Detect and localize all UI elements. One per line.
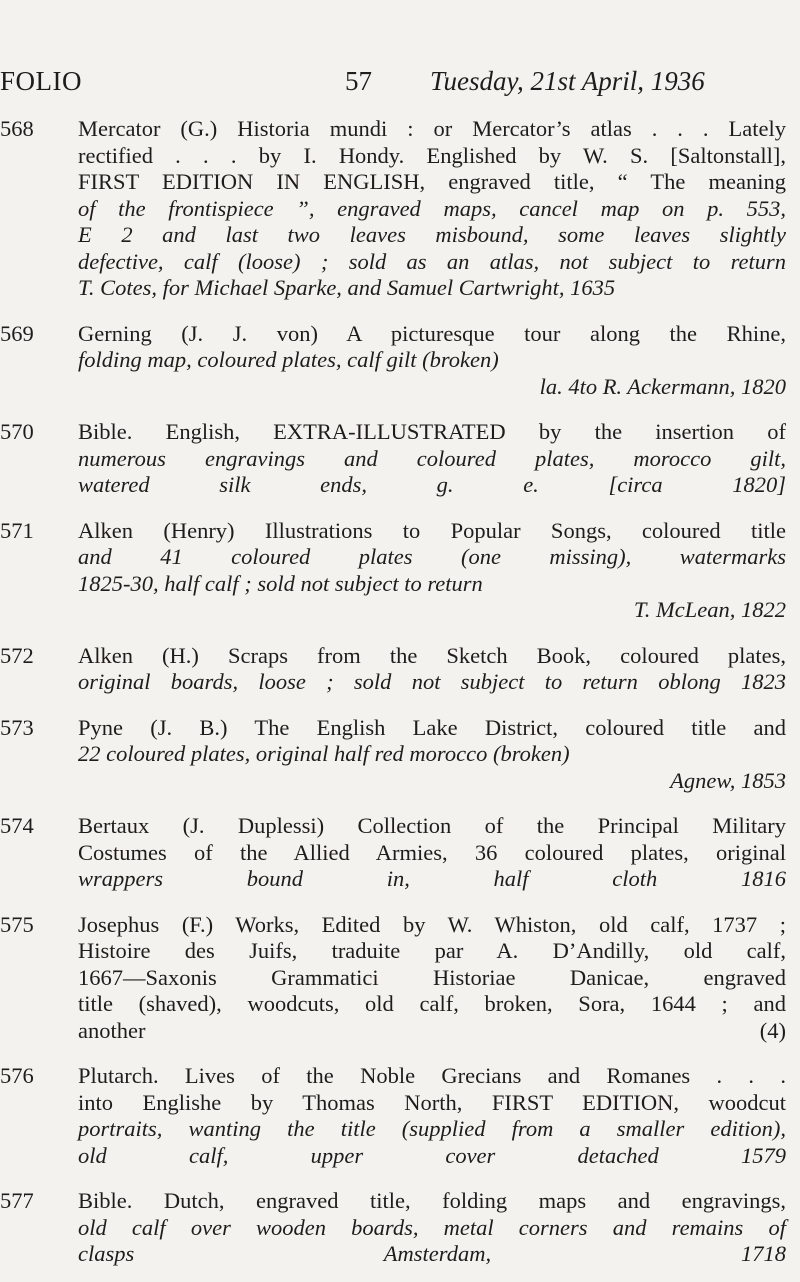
page-header [0,66,800,106]
entry-line: T. McLean, 1822 [633,597,786,622]
entry-line: Alken (Henry) Illustrations to Popular Songs, coloured title [78,517,786,543]
entry-line: another (4) [78,1017,786,1043]
lot-number: 577 [0,1188,34,1213]
entry-line: Gerning (J. J. von) A picturesque tour along the Rhine, [78,320,786,346]
entry-line: Plutarch. Lives of the Noble Grecians and Romanes . . . [78,1063,786,1088]
entry-description [78,518,786,624]
entry-line: old calf over wooden boards, metal corners and remains of [78,1214,786,1240]
entry-line: of the frontispiece ”, engraved maps, cancel map on p. 553, [78,195,786,221]
entry-line: numerous engravings and coloured plates, morocco gilt, [78,445,786,471]
entry-line: Costumes of the Allied Armies, 36 coloured plates, original [78,839,786,865]
entry-line: Josephus (F.) Works, Edited by W. Whiston, old calf, 1737 ; [78,911,786,937]
page-number: 57 [345,66,372,96]
lot-number: 575 [0,911,34,937]
folio-label: FOLIO [0,66,82,96]
entry-line: folding map, coloured plates, calf gilt (broken) [78,347,499,372]
entry-description [78,643,786,696]
entry-line: Agnew, 1853 [670,767,786,793]
entry-description [78,813,786,893]
lot-number: 574 [0,813,34,838]
entry-description [78,321,786,401]
lot-number: 576 [0,1063,34,1088]
entry-line: into Englishe by Thomas North, FIRST EDITION, woodcut [78,1089,786,1115]
entry-line: Alken (H.) Scraps from the Sketch Book, coloured plates, [78,642,786,668]
entry-line: T. Cotes, for Michael Sparke, and Samuel Cartwright, 1635 [78,275,616,300]
entry-line: 22 coloured plates, original half red morocco (broken) [78,741,570,766]
entry-description [78,1188,786,1268]
lot-number: 568 [0,116,34,141]
entry-line: defective, calf (loose) ; sold as an atlas, not subject to return [78,248,786,274]
lot-number: 569 [0,320,34,346]
lot-number: 572 [0,642,34,668]
entry-line: clasps Amsterdam, 1718 [78,1241,786,1266]
entry-line: Mercator (G.) Historia mundi : or Mercator’s atlas . . . Lately [78,116,786,141]
entry-line: la. 4to R. Ackermann, 1820 [539,373,786,399]
entry-line: portraits, wanting the title (supplied from a smaller edition), [78,1116,786,1141]
entry-line: 1825-30, half calf ; sold not subject to return [78,570,483,596]
entry-line: FIRST EDITION IN ENGLISH, engraved title, “ The meaning [78,169,786,194]
entry-line: wrappers bound in, half cloth 1816 [78,866,786,891]
entry-line: and 41 coloured plates (one missing), watermarks [78,544,786,569]
entry-line: Bible. English, EXTRA-ILLUSTRATED by the insertion of [78,419,786,444]
entry-description [78,116,786,302]
entry-line: E 2 and last two leaves misbound, some leaves slightly [78,222,786,247]
entry-description [78,419,786,499]
entry-description [78,912,786,1045]
entry-line: Pyne (J. B.) The English Lake District, coloured title and [78,714,786,740]
lot-number: 570 [0,419,34,444]
sale-date: Tuesday, 21st April, 1936 [430,66,705,96]
entry-line: rectified . . . by I. Hondy. Englished by W. S. [Saltonstall], [78,142,786,168]
entry-line: Bertaux (J. Duplessi) Collection of the Principal Military [78,813,786,838]
lot-number: 573 [0,714,34,740]
entry-line: 1667—Saxonis Grammatici Historiae Danicae, engraved [78,964,786,990]
entry-line: Histoire des Juifs, traduite par A. D’Andilly, old calf, [78,938,786,963]
entry-line: Bible. Dutch, engraved title, folding maps and engravings, [78,1188,786,1213]
entry-description [78,715,786,795]
entry-description [78,1063,786,1169]
lot-number: 571 [0,517,34,543]
entry-line: title (shaved), woodcuts, old calf, broken, Sora, 1644 ; and [78,991,786,1016]
entry-line: original boards, loose ; sold not subject to return oblong 1823 [78,669,786,694]
entry-line: old calf, upper cover detached 1579 [78,1142,786,1168]
entry-line: watered silk ends, g. e. [circa 1820] [78,472,786,497]
